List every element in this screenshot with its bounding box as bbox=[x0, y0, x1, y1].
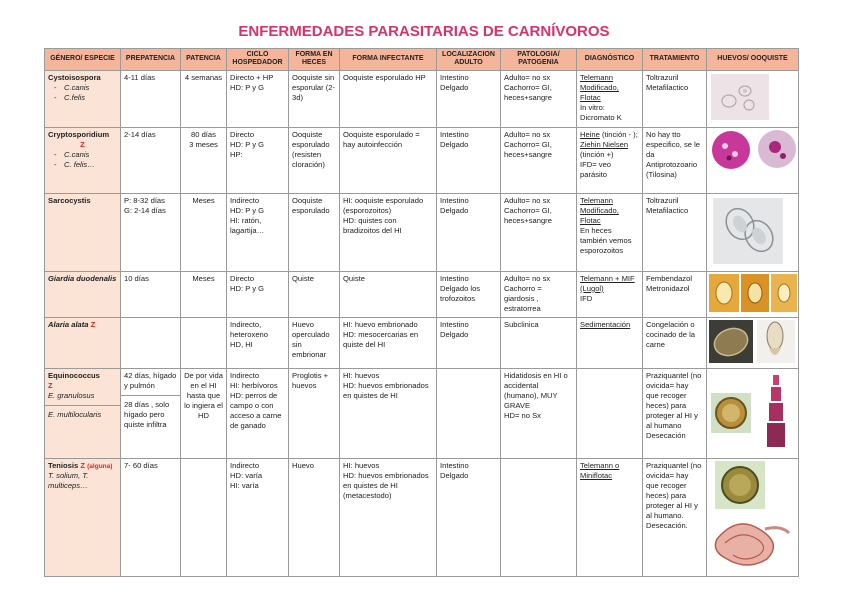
image-cell bbox=[707, 127, 799, 193]
diagnostico-note: IFD bbox=[580, 293, 593, 303]
tratamiento-cell: Praziquantel (no ovicida= hay que recoger heces) para proteger al HI y al humano. Desecación. bbox=[643, 458, 707, 576]
patencia-cell: De por vida en el HI hasta que lo ingiera el HD bbox=[181, 368, 227, 458]
genus-name: Sarcocystis bbox=[48, 195, 91, 205]
heces-cell: Ooquiste esporulado bbox=[289, 193, 340, 271]
diagnostico-method: Telemann o Miniflotac bbox=[580, 460, 620, 480]
tratamiento-cell: Praziquantel (no ovicida= hay que recoger heces) para proteger al HI y al humano Desecación bbox=[643, 368, 707, 458]
header-genero: GÉNERO/ ESPECIE bbox=[45, 49, 121, 71]
prepatencia-value: 28 días , solo hígado pero quiste infiltra bbox=[121, 395, 180, 430]
zoonosis-badge: Z bbox=[90, 319, 96, 329]
infectante-cell: HI: ooquiste esporulado (esporozoitos) HD: quistes con bradizoitos del HI bbox=[340, 193, 437, 271]
species-item: - C.canis bbox=[64, 150, 117, 160]
species-cell bbox=[45, 368, 121, 458]
table-row bbox=[45, 193, 799, 271]
image-cell bbox=[707, 271, 799, 317]
heces-cell: Quiste bbox=[289, 271, 340, 317]
parasite-table bbox=[44, 48, 799, 577]
image-cell bbox=[707, 317, 799, 368]
genus-name: Cystoisospora bbox=[48, 72, 101, 82]
header-row bbox=[45, 49, 799, 71]
header-forma-heces: FORMA EN HECES bbox=[289, 49, 340, 71]
ciclo-cell: Directo + HP HD: P y G bbox=[227, 70, 289, 127]
diagnostico-cell bbox=[577, 271, 643, 317]
image-cell bbox=[707, 368, 799, 458]
image-cell bbox=[707, 70, 799, 127]
header-patencia: PATENCIA bbox=[181, 49, 227, 71]
species-item: - C.canis bbox=[64, 83, 117, 93]
heces-cell: Huevo operculado sin embrionar bbox=[289, 317, 340, 368]
patencia-cell: 4 semanas bbox=[181, 70, 227, 127]
header-huevos: HUEVOS/ OOQUISTE bbox=[707, 49, 799, 71]
localizacion-cell: Intestino Delgado bbox=[437, 317, 501, 368]
prepatencia-value: 42 días, hígado y pulmón bbox=[124, 370, 177, 390]
header-diagnostico: DIAGNÓSTICO bbox=[577, 49, 643, 71]
localizacion-cell: Intestino Delgado bbox=[437, 193, 501, 271]
diagnostico-cell bbox=[577, 193, 643, 271]
header-forma-infectante: FORMA INFECTANTE bbox=[340, 49, 437, 71]
patencia-cell: Meses bbox=[181, 271, 227, 317]
patologia-cell: Hidatidosis en HI o accidental (humano), MUY GRAVE HD= no Sx bbox=[501, 368, 577, 458]
ciclo-cell: Indirecto HD: varía HI: varía bbox=[227, 458, 289, 576]
patologia-cell: Adulto= no sx Cachorro= GI, heces+sangre bbox=[501, 193, 577, 271]
patologia-cell bbox=[501, 458, 577, 576]
patencia-cell bbox=[181, 317, 227, 368]
header-localizacion: LOCALIZACION ADULTO bbox=[437, 49, 501, 71]
table-row bbox=[45, 458, 799, 576]
diagnostico-note: En heces también vemos esporozoitos bbox=[580, 225, 632, 255]
species-cell bbox=[45, 70, 121, 127]
oocyst-micrograph-icon bbox=[707, 71, 799, 124]
diagnostico-method: Telemann Modificado, Flotac bbox=[580, 195, 619, 225]
species-cell bbox=[45, 458, 121, 576]
stained-oocyst-micrograph-icon bbox=[707, 128, 799, 190]
page-title: ENFERMEDADES PARASITARIAS DE CARNÍVOROS bbox=[238, 23, 610, 40]
diagnostico-method: Heine bbox=[580, 129, 600, 139]
ciclo-cell: Directo HD: P y G bbox=[227, 271, 289, 317]
infectante-cell: Ooquiste esporulado = hay autoinfección bbox=[340, 127, 437, 193]
species-item: - C.felis bbox=[64, 93, 117, 103]
infectante-cell: HI: huevo embrionado HD: mesocercarias en quiste del HI bbox=[340, 317, 437, 368]
image-cell bbox=[707, 458, 799, 576]
ciclo-cell: Indirecto HI: herbívoros HD: perros de campo o con acceso a carne de ganado bbox=[227, 368, 289, 458]
infectante-cell: HI: huevos HD: huevos embrionados en quistes de HI (metacestodo) bbox=[340, 458, 437, 576]
tratamiento-cell: Toltrazuril Metafilactico bbox=[643, 70, 707, 127]
genus-name: Cryptosporidium bbox=[48, 129, 110, 139]
patencia-cell: 80 días 3 meses bbox=[181, 127, 227, 193]
heces-cell: Huevo bbox=[289, 458, 340, 576]
header-tratamiento: TRATAMIENTO bbox=[643, 49, 707, 71]
genus-name: Alaria alata bbox=[48, 319, 89, 329]
prepatencia-cell bbox=[121, 317, 181, 368]
species-cell bbox=[45, 271, 121, 317]
table-row bbox=[45, 127, 799, 193]
heces-cell: Ooquiste sin esporular (2-3d) bbox=[289, 70, 340, 127]
genus-name: Teniosis bbox=[48, 460, 79, 470]
tratamiento-cell: No hay tto especifico, se le da Antiprotozoario (Tilosina) bbox=[643, 127, 707, 193]
patologia-cell: Adulto= no sx Cachorro = giardosis , estratorrea bbox=[501, 271, 577, 317]
species-cell bbox=[45, 127, 121, 193]
localizacion-cell bbox=[437, 368, 501, 458]
patologia-cell: Adulto= no sx Cachorro= GI, heces+sangre bbox=[501, 70, 577, 127]
table-row bbox=[45, 317, 799, 368]
zoonosis-badge: Z bbox=[80, 460, 86, 470]
heces-cell: Proglotis + huevos bbox=[289, 368, 340, 458]
tratamiento-cell: Toltrazuril Metafilactico bbox=[643, 193, 707, 271]
diagnostico-note: In vitro: Dicromato K bbox=[580, 102, 622, 122]
table-row bbox=[45, 271, 799, 317]
patencia-cell bbox=[181, 458, 227, 576]
header-patologia: PATOLOGIA/ PATOGENIA bbox=[501, 49, 577, 71]
infectante-cell: Ooquiste esporulado HP bbox=[340, 70, 437, 127]
prepatencia-cell: 2-14 días bbox=[121, 127, 181, 193]
prepatencia-cell: 4-11 días bbox=[121, 70, 181, 127]
localizacion-cell: Intestino Delgado bbox=[437, 70, 501, 127]
giardia-cyst-micrograph-icon bbox=[707, 272, 799, 314]
prepatencia-cell: 7- 60 días bbox=[121, 458, 181, 576]
tratamiento-cell: Fembendazol Metronidazol bbox=[643, 271, 707, 317]
species-item: E. multilocularis bbox=[45, 405, 120, 420]
header-prepatencia: PREPATENCIA bbox=[121, 49, 181, 71]
tapeworm-egg-and-proglottid-icon bbox=[707, 369, 799, 455]
species-cell bbox=[45, 317, 121, 368]
diagnostico-method: Telemann Modificado, Flotac bbox=[580, 72, 619, 102]
diagnostico-method: Sedimentación bbox=[580, 319, 631, 329]
tratamiento-cell: Congelación o cocinado de la carne bbox=[643, 317, 707, 368]
image-cell bbox=[707, 193, 799, 271]
table-row bbox=[45, 70, 799, 127]
infectante-cell: HI: huevos HD: huevos embrionados en quistes de HI bbox=[340, 368, 437, 458]
zoonosis-badge: Z bbox=[48, 380, 53, 390]
ciclo-cell: Indirecto, heteroxeno HD, HI bbox=[227, 317, 289, 368]
species-item: T. solium, T. multiceps… bbox=[48, 471, 89, 491]
diagnostico-method: Telemann + MIF (Lugol) bbox=[580, 273, 635, 293]
diagnostico-note: (tinción - ); bbox=[599, 129, 638, 139]
localizacion-cell: Intestino Delgado los trofozoitos bbox=[437, 271, 501, 317]
patologia-cell: Adulto= no sx Cachorro= GI, heces+sangre bbox=[501, 127, 577, 193]
prepatencia-cell: 10 días bbox=[121, 271, 181, 317]
trematode-egg-micrograph-icon bbox=[707, 318, 799, 365]
prepatencia-cell: P: 8-32 días G: 2-14 días bbox=[121, 193, 181, 271]
taenia-egg-and-intestine-icon bbox=[707, 459, 799, 573]
ciclo-cell: Directo HD: P y G HP: bbox=[227, 127, 289, 193]
zoonosis-badge: Z bbox=[80, 139, 85, 149]
diagnostico-method: Ziehin Nielsen bbox=[580, 139, 629, 149]
infectante-cell: Quiste bbox=[340, 271, 437, 317]
species-item: - C. felis… bbox=[64, 160, 117, 170]
diagnostico-cell bbox=[577, 368, 643, 458]
species-cell bbox=[45, 193, 121, 271]
diagnostico-cell bbox=[577, 70, 643, 127]
heces-cell: Ooquiste esporulado (resisten cloración) bbox=[289, 127, 340, 193]
prepatencia-cell bbox=[121, 368, 181, 458]
diagnostico-note: (tinción +) IFD= veo parásito bbox=[580, 149, 614, 179]
genus-name: Giardia duodenalis bbox=[48, 273, 117, 283]
diagnostico-cell bbox=[577, 458, 643, 576]
patencia-cell: Meses bbox=[181, 193, 227, 271]
sporocyst-micrograph-icon bbox=[707, 194, 799, 268]
localizacion-cell: Intestino Delgado bbox=[437, 458, 501, 576]
diagnostico-cell bbox=[577, 127, 643, 193]
ciclo-cell: Indirecto HD: P y G HI: ratón, lagartija… bbox=[227, 193, 289, 271]
zoonosis-note: (alguna) bbox=[87, 462, 113, 470]
species-item: E. granulosus bbox=[48, 390, 95, 400]
header-ciclo: CICLO HOSPEDADOR bbox=[227, 49, 289, 71]
localizacion-cell: Intestino Delgado bbox=[437, 127, 501, 193]
table-row bbox=[45, 368, 799, 458]
genus-name: Equinococcus bbox=[48, 370, 100, 380]
diagnostico-cell bbox=[577, 317, 643, 368]
patologia-cell: Subclinica bbox=[501, 317, 577, 368]
